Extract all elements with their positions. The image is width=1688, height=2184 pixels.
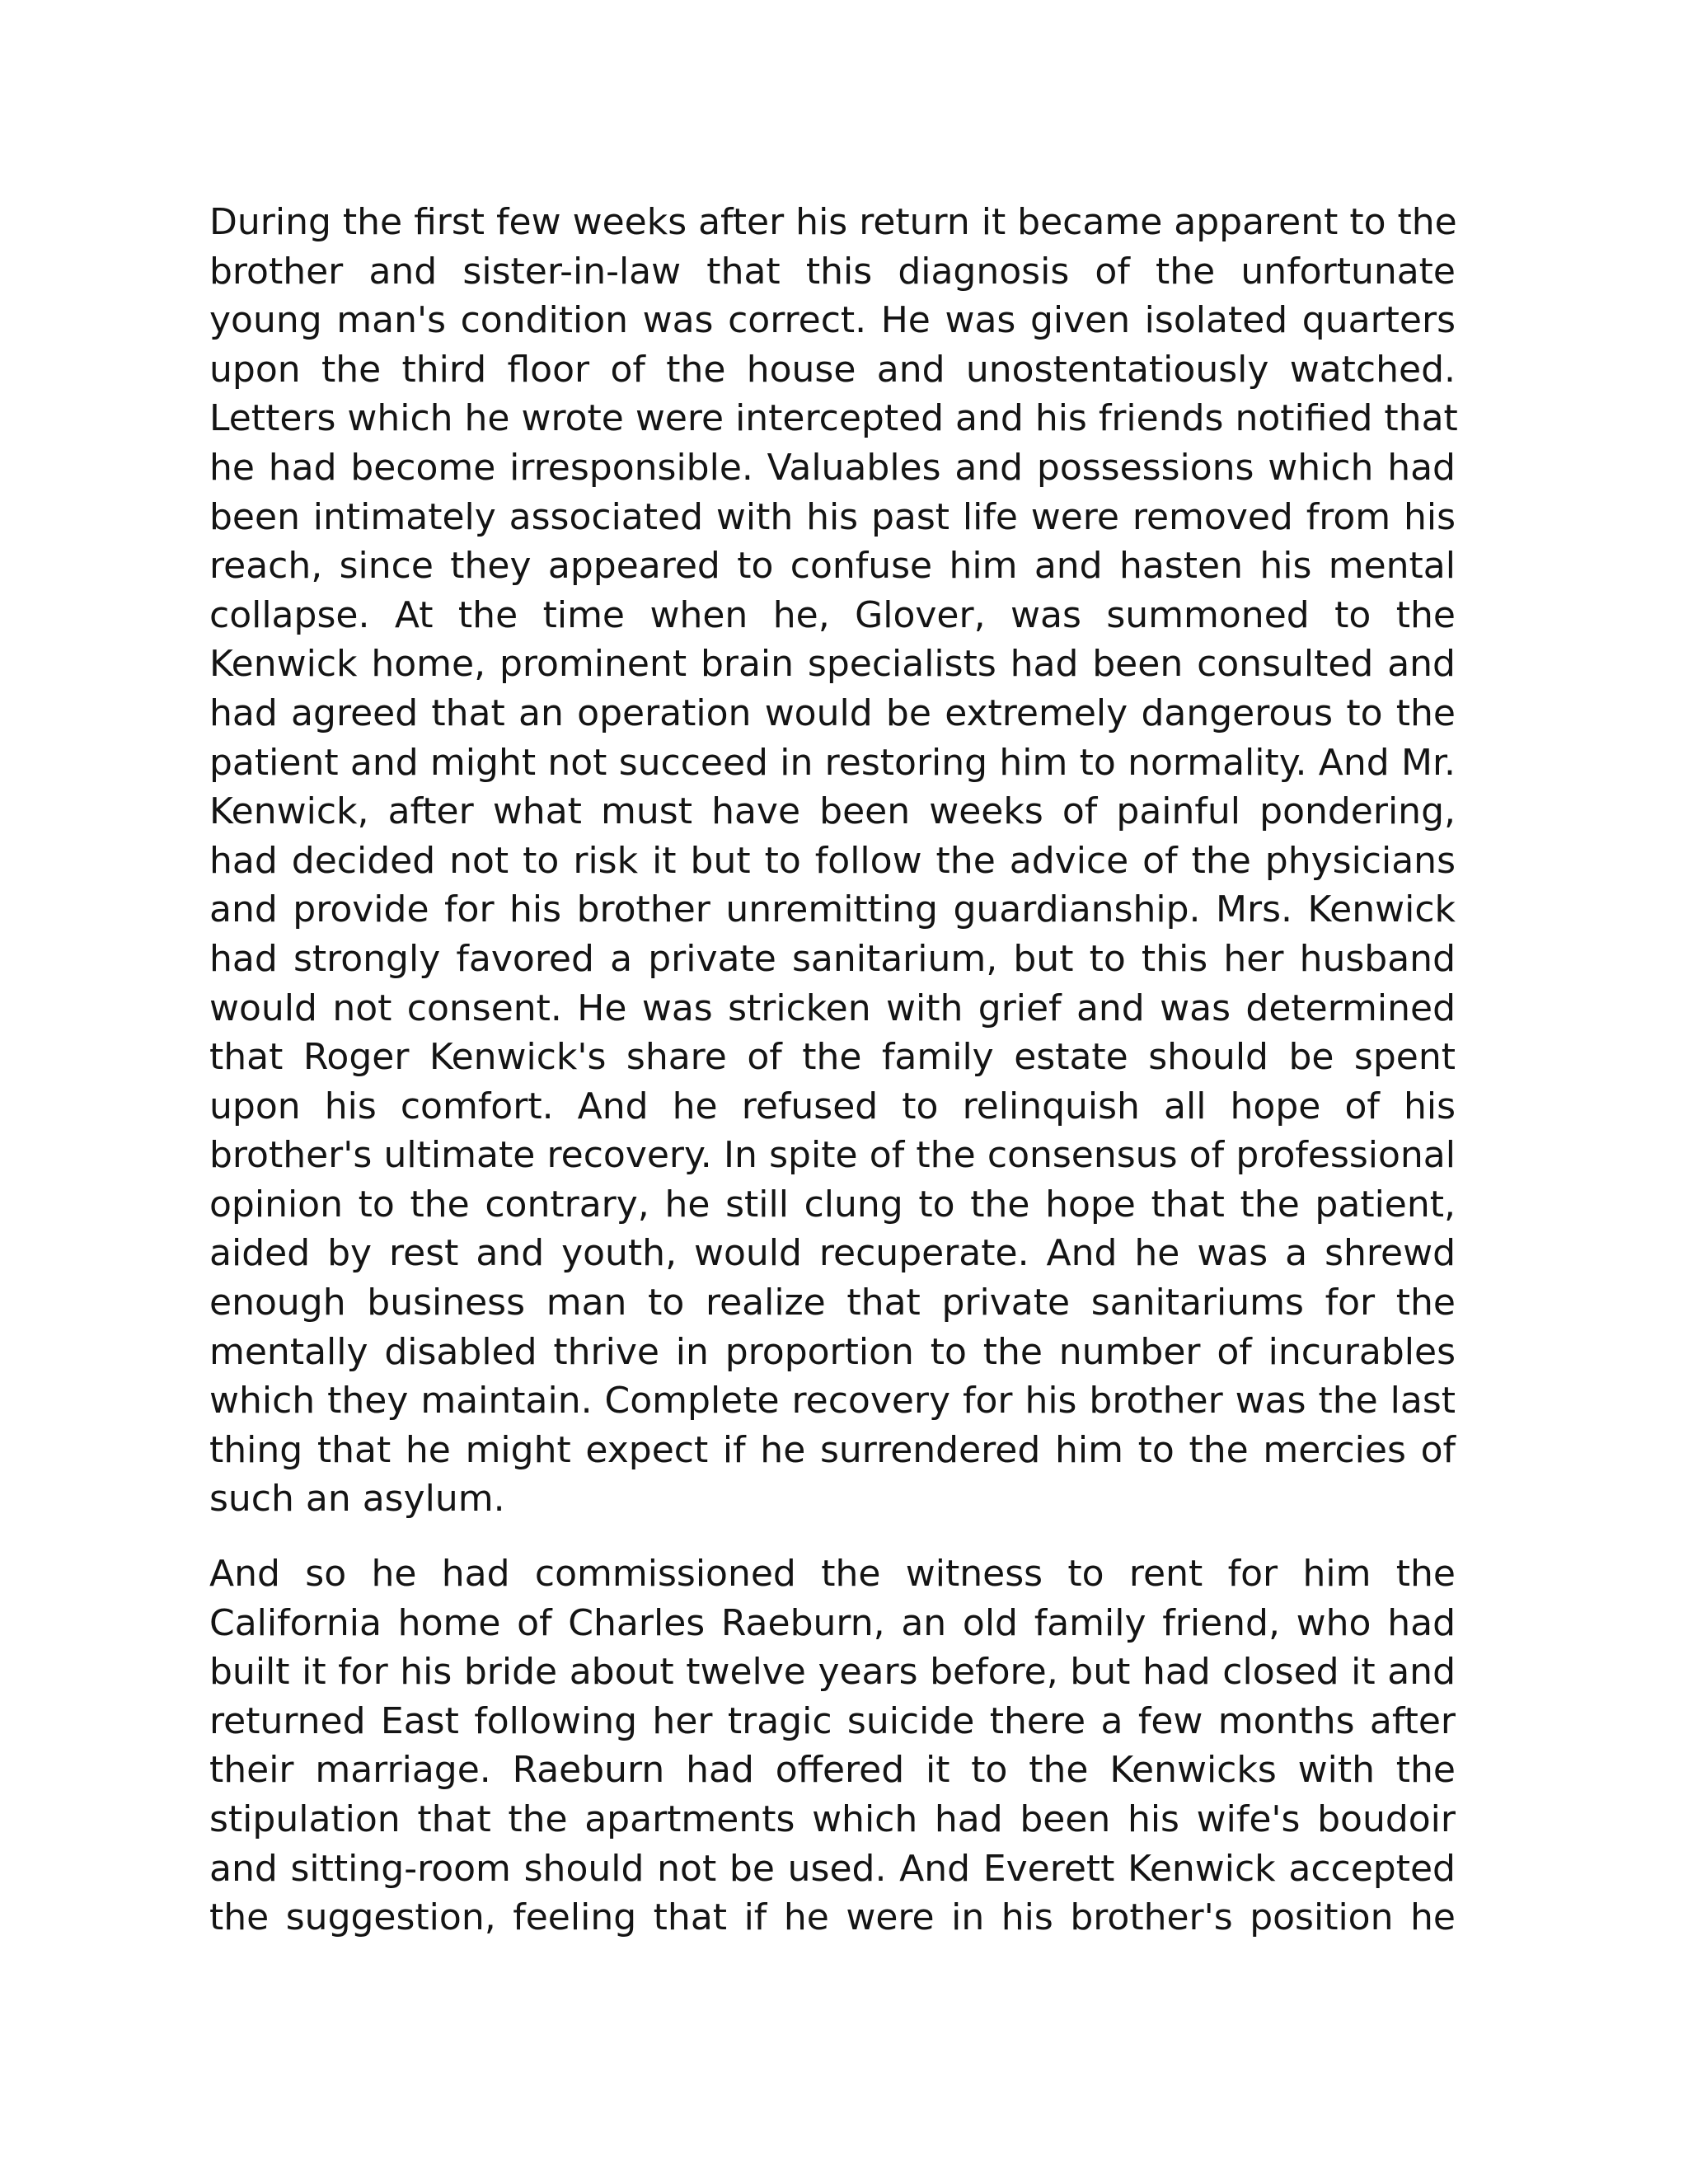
text-line: returned East following her tragic suicide there a few months after bbox=[209, 1699, 1456, 1742]
text-line: built it for his bride about twelve years before, but had closed it and bbox=[209, 1651, 1456, 1694]
text-line: been intimately associated with his past life were removed from his bbox=[209, 495, 1456, 538]
text-line: Letters which he wrote were intercepted and his friends notified that bbox=[209, 397, 1458, 440]
text-line: patient and might not succeed in restoring him to normality. And Mr. bbox=[209, 741, 1456, 784]
text-line: stipulation that the apartments which had been his wife's boudoir bbox=[209, 1797, 1456, 1840]
text-line: enough business man to realize that private sanitariums for the bbox=[209, 1282, 1456, 1324]
paragraph-2 bbox=[209, 1549, 1456, 1943]
text-line: upon the third floor of the house and unostentatiously watched. bbox=[209, 348, 1456, 391]
text-line: such an asylum. bbox=[209, 1478, 505, 1521]
paragraph-1 bbox=[209, 198, 1456, 1524]
text-line: thing that he might expect if he surrendered him to the mercies of bbox=[209, 1428, 1456, 1471]
text-line: and sitting-room should not be used. And Everett Kenwick accepted bbox=[209, 1847, 1456, 1890]
text-line: had strongly favored a private sanitarium, but to this her husband bbox=[209, 937, 1456, 980]
text-line: brother and sister-in-law that this diagnosis of the unfortunate bbox=[209, 250, 1456, 293]
text-line: mentally disabled thrive in proportion to the number of incurables bbox=[209, 1330, 1456, 1373]
text-line: the suggestion, feeling that if he were in his brother's position he bbox=[209, 1896, 1456, 1939]
text-line: upon his comfort. And he refused to relinquish all hope of his bbox=[209, 1085, 1456, 1127]
text-line: aided by rest and youth, would recuperate. And he was a shrewd bbox=[209, 1232, 1456, 1275]
text-line: Kenwick home, prominent brain specialists had been consulted and bbox=[209, 643, 1456, 686]
text-line: Kenwick, after what must have been weeks of painful pondering, bbox=[209, 790, 1456, 833]
text-line: their marriage. Raeburn had offered it to the Kenwicks with the bbox=[209, 1749, 1456, 1792]
text-line: opinion to the contrary, he still clung to the hope that the patient, bbox=[209, 1183, 1456, 1226]
text-line: young man's condition was correct. He was given isolated quarters bbox=[209, 299, 1456, 342]
text-line: reach, since they appeared to confuse him and hasten his mental bbox=[209, 545, 1456, 588]
text-line: had agreed that an operation would be extremely dangerous to the bbox=[209, 691, 1456, 734]
text-line: he had become irresponsible. Valuables and possessions which had bbox=[209, 446, 1456, 489]
text-line: had decided not to risk it but to follow the advice of the physicians bbox=[209, 839, 1456, 882]
text-line: would not consent. He was stricken with grief and was determined bbox=[209, 987, 1456, 1029]
text-line: During the first few weeks after his return it became apparent to the bbox=[209, 201, 1457, 243]
text-line: And so he had commissioned the witness to rent for him the bbox=[209, 1553, 1456, 1595]
text-line: and provide for his brother unremitting guardianship. Mrs. Kenwick bbox=[209, 888, 1456, 931]
text-line: that Roger Kenwick's share of the family estate should be spent bbox=[209, 1036, 1456, 1079]
text-line: which they maintain. Complete recovery for his brother was the last bbox=[209, 1380, 1456, 1422]
text-line: collapse. At the time when he, Glover, was summoned to the bbox=[209, 593, 1456, 636]
text-line: California home of Charles Raeburn, an old family friend, who had bbox=[209, 1601, 1456, 1644]
text-line: brother's ultimate recovery. In spite of the consensus of professional bbox=[209, 1134, 1456, 1177]
